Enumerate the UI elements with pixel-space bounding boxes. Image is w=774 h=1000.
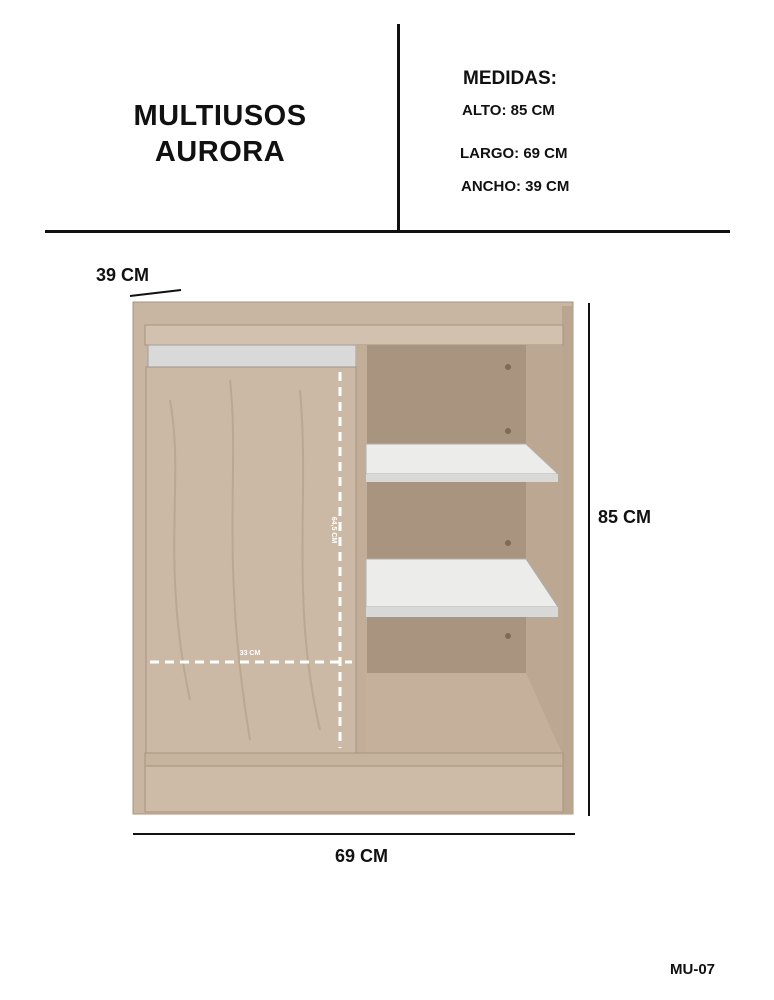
door-height-label: 64,5 CM bbox=[330, 516, 337, 544]
product-title-line2: AURORA bbox=[154, 136, 286, 168]
shelf-pin bbox=[505, 633, 511, 639]
cabinet-door bbox=[146, 367, 356, 753]
cabinet-plinth bbox=[145, 766, 563, 812]
door-width-label: 33 CM bbox=[239, 650, 261, 657]
shelf-lower-edge bbox=[366, 607, 558, 617]
cabinet-top-shelf bbox=[145, 325, 563, 345]
center-divider bbox=[356, 345, 367, 755]
spec-ancho: ANCHO: 39 CM bbox=[461, 178, 570, 195]
shelf-pin bbox=[505, 428, 511, 434]
shelf-lower bbox=[366, 559, 558, 607]
product-title-line1: MULTIUSOS bbox=[133, 100, 307, 132]
depth-label: 39 CM bbox=[96, 265, 150, 285]
cabinet-base-shelf bbox=[145, 753, 563, 766]
depth-dimension-line bbox=[130, 290, 181, 296]
shelf-upper bbox=[366, 444, 558, 474]
spec-largo: LARGO: 69 CM bbox=[460, 145, 568, 162]
specs-heading: MEDIDAS: bbox=[463, 68, 557, 89]
inner-gray-panel bbox=[148, 345, 356, 367]
height-label: 85 CM bbox=[598, 507, 652, 527]
spec-alto: ALTO: 85 CM bbox=[462, 102, 555, 119]
cabinet-right-side bbox=[562, 306, 573, 814]
shelf-upper-edge bbox=[366, 474, 558, 482]
shelf-pin bbox=[505, 364, 511, 370]
shelf-pin bbox=[505, 540, 511, 546]
product-code: MU-07 bbox=[670, 961, 716, 978]
width-label: 69 CM bbox=[335, 846, 389, 866]
